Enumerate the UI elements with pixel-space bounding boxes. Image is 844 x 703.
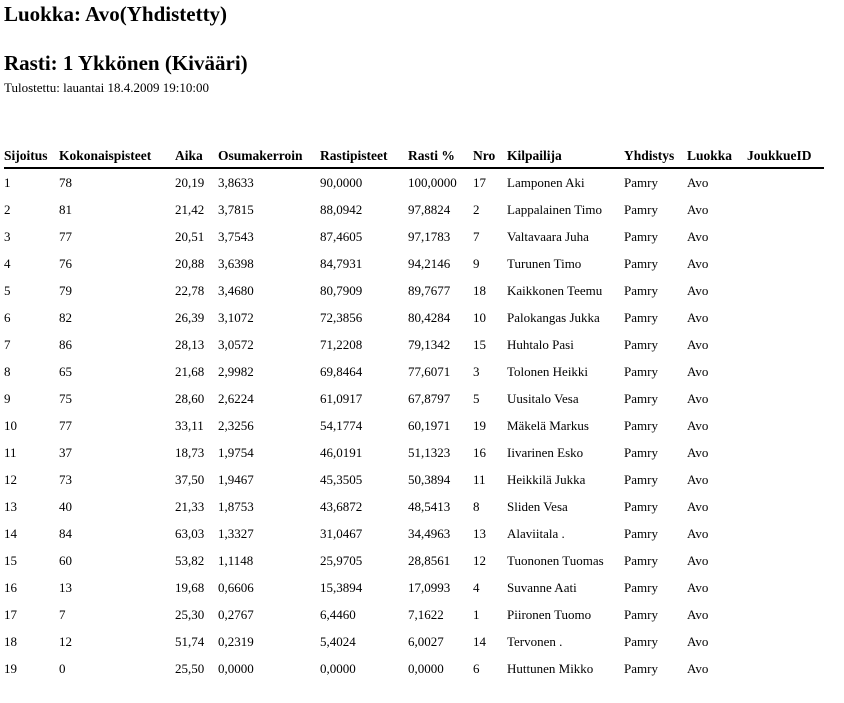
table-cell: Avo bbox=[687, 660, 709, 676]
table-cell: Pamry bbox=[624, 309, 658, 325]
table-cell: 3,8633 bbox=[218, 174, 254, 190]
column-header: Kilpailija bbox=[507, 147, 624, 169]
table-cell: 4 bbox=[473, 579, 480, 595]
table-cell: Huttunen Mikko bbox=[507, 660, 594, 676]
table-cell: 84,7931 bbox=[320, 255, 363, 271]
column-header: Rasti % bbox=[408, 147, 473, 169]
table-cell: 3 bbox=[473, 363, 480, 379]
table-cell: Uusitalo Vesa bbox=[507, 390, 579, 406]
table-cell: 14 bbox=[4, 525, 17, 541]
table-cell: 3 bbox=[4, 228, 11, 244]
table-cell: Tervonen . bbox=[507, 633, 563, 649]
table-cell: 19 bbox=[4, 660, 17, 676]
table-cell: 22,78 bbox=[175, 282, 205, 298]
table-cell: 3,0572 bbox=[218, 336, 254, 352]
table-row bbox=[4, 628, 824, 655]
table-cell: Avo bbox=[687, 390, 709, 406]
table-cell bbox=[747, 304, 824, 331]
table-cell: 1,9754 bbox=[218, 444, 254, 460]
table-cell: 2 bbox=[4, 201, 11, 217]
table-cell: 26,39 bbox=[175, 309, 205, 325]
table-cell: 17 bbox=[473, 174, 486, 190]
table-row bbox=[4, 169, 824, 196]
table-cell: Iivarinen Esko bbox=[507, 444, 584, 460]
table-cell: 97,8824 bbox=[408, 201, 451, 217]
table-cell: 77 bbox=[59, 228, 72, 244]
table-cell: Tuononen Tuomas bbox=[507, 552, 604, 568]
table-cell: Avo bbox=[687, 471, 709, 487]
table-cell: 2,9982 bbox=[218, 363, 254, 379]
table-cell: 45,3505 bbox=[320, 471, 363, 487]
table-cell: 79,1342 bbox=[408, 336, 451, 352]
table-cell: Suvanne Aati bbox=[507, 579, 577, 595]
column-header: Aika bbox=[175, 147, 218, 169]
table-cell: 1,9467 bbox=[218, 471, 254, 487]
table-cell: Avo bbox=[687, 552, 709, 568]
table-cell: 61,0917 bbox=[320, 390, 363, 406]
table-cell: Pamry bbox=[624, 417, 658, 433]
table-row bbox=[4, 601, 824, 628]
table-cell: 79 bbox=[59, 282, 72, 298]
table-row bbox=[4, 466, 824, 493]
table-cell: 1,1148 bbox=[218, 552, 254, 568]
table-cell: 87,4605 bbox=[320, 228, 363, 244]
table-cell: 12 bbox=[473, 552, 486, 568]
table-cell: 19 bbox=[473, 417, 486, 433]
table-cell: 0,6606 bbox=[218, 579, 254, 595]
table-cell: 81 bbox=[59, 201, 72, 217]
table-cell: Pamry bbox=[624, 660, 658, 676]
table-cell: 20,88 bbox=[175, 255, 205, 271]
table-cell bbox=[747, 358, 824, 385]
table-cell: 1,8753 bbox=[218, 498, 254, 514]
table-cell: Mäkelä Markus bbox=[507, 417, 589, 433]
table-cell: 71,2208 bbox=[320, 336, 363, 352]
table-cell: 6,0027 bbox=[408, 633, 444, 649]
table-cell: 0,0000 bbox=[320, 660, 356, 676]
table-cell: Alaviitala . bbox=[507, 525, 565, 541]
table-cell: 2,6224 bbox=[218, 390, 254, 406]
table-cell: Pamry bbox=[624, 336, 658, 352]
table-cell bbox=[747, 412, 824, 439]
table-cell: 28,13 bbox=[175, 336, 205, 352]
table-cell bbox=[747, 493, 824, 520]
table-cell: 5 bbox=[4, 282, 11, 298]
table-cell bbox=[747, 439, 824, 466]
table-cell: 53,82 bbox=[175, 552, 205, 568]
table-cell: 46,0191 bbox=[320, 444, 363, 460]
table-cell: 65 bbox=[59, 363, 72, 379]
column-header: Yhdistys bbox=[624, 147, 687, 169]
table-row bbox=[4, 358, 824, 385]
table-row bbox=[4, 655, 824, 682]
table-cell: 7,1622 bbox=[408, 606, 444, 622]
table-cell: 89,7677 bbox=[408, 282, 451, 298]
table-cell: 69,8464 bbox=[320, 363, 363, 379]
station-title: Rasti: 1 Ykkönen (Kivääri) bbox=[4, 51, 248, 75]
table-cell: Pamry bbox=[624, 282, 658, 298]
table-cell: 75 bbox=[59, 390, 72, 406]
table-cell: 8 bbox=[473, 498, 480, 514]
table-cell: 16 bbox=[473, 444, 486, 460]
table-cell: Palokangas Jukka bbox=[507, 309, 600, 325]
column-header: Kokonaispisteet bbox=[59, 147, 175, 169]
table-cell: 1 bbox=[4, 174, 11, 190]
table-cell: Avo bbox=[687, 201, 709, 217]
table-cell: 14 bbox=[473, 633, 486, 649]
table-cell: Pamry bbox=[624, 552, 658, 568]
table-cell: Avo bbox=[687, 363, 709, 379]
table-cell bbox=[747, 196, 824, 223]
table-cell: 3,7815 bbox=[218, 201, 254, 217]
table-cell: Pamry bbox=[624, 174, 658, 190]
table-cell: 10 bbox=[4, 417, 17, 433]
table-row bbox=[4, 439, 824, 466]
table-row bbox=[4, 277, 824, 304]
table-cell: 3,7543 bbox=[218, 228, 254, 244]
table-cell bbox=[747, 655, 824, 682]
table-cell bbox=[747, 169, 824, 196]
table-cell: Pamry bbox=[624, 633, 658, 649]
table-cell: 37,50 bbox=[175, 471, 205, 487]
table-cell: 82 bbox=[59, 309, 72, 325]
printed-timestamp: Tulostettu: lauantai 18.4.2009 19:10:00 bbox=[4, 80, 209, 95]
table-row bbox=[4, 331, 824, 358]
table-cell: Avo bbox=[687, 525, 709, 541]
table-cell: Avo bbox=[687, 336, 709, 352]
table-cell: 9 bbox=[473, 255, 480, 271]
table-cell: 100,0000 bbox=[408, 174, 457, 190]
table-cell: 18,73 bbox=[175, 444, 205, 460]
table-cell: 63,03 bbox=[175, 525, 205, 541]
table-cell: 4 bbox=[4, 255, 11, 271]
table-cell: 48,5413 bbox=[408, 498, 451, 514]
table-cell: 80,4284 bbox=[408, 309, 451, 325]
table-cell: 31,0467 bbox=[320, 525, 363, 541]
table-cell: Piironen Tuomo bbox=[507, 606, 592, 622]
table-cell: 21,68 bbox=[175, 363, 205, 379]
table-row bbox=[4, 223, 824, 250]
table-cell: 72,3856 bbox=[320, 309, 363, 325]
table-cell: Pamry bbox=[624, 606, 658, 622]
results-table-header bbox=[4, 147, 824, 169]
class-title: Luokka: Avo(Yhdistetty) bbox=[4, 2, 228, 26]
table-row bbox=[4, 250, 824, 277]
table-row bbox=[4, 412, 824, 439]
table-cell: 15,3894 bbox=[320, 579, 363, 595]
table-cell: 12 bbox=[59, 633, 72, 649]
table-cell: 51,74 bbox=[175, 633, 205, 649]
table-cell: 37 bbox=[59, 444, 72, 460]
table-cell bbox=[747, 331, 824, 358]
table-cell: 17,0993 bbox=[408, 579, 451, 595]
table-cell: Pamry bbox=[624, 444, 658, 460]
table-cell: Avo bbox=[687, 309, 709, 325]
table-cell bbox=[747, 520, 824, 547]
table-cell: 78 bbox=[59, 174, 72, 190]
table-cell: Lappalainen Timo bbox=[507, 201, 602, 217]
table-cell: 5,4024 bbox=[320, 633, 356, 649]
table-cell: 28,60 bbox=[175, 390, 205, 406]
table-cell: Pamry bbox=[624, 363, 658, 379]
table-cell: 94,2146 bbox=[408, 255, 451, 271]
table-cell: 7 bbox=[473, 228, 480, 244]
table-cell bbox=[747, 547, 824, 574]
table-cell: Avo bbox=[687, 174, 709, 190]
header-row bbox=[4, 147, 824, 169]
table-cell: 88,0942 bbox=[320, 201, 363, 217]
table-cell: 0,2767 bbox=[218, 606, 254, 622]
table-cell: 60 bbox=[59, 552, 72, 568]
table-cell: 80,7909 bbox=[320, 282, 363, 298]
table-cell: 3,1072 bbox=[218, 309, 254, 325]
table-cell: 2,3256 bbox=[218, 417, 254, 433]
column-header: JoukkueID bbox=[747, 147, 824, 169]
table-cell: Avo bbox=[687, 228, 709, 244]
table-cell: Pamry bbox=[624, 255, 658, 271]
table-cell: Pamry bbox=[624, 228, 658, 244]
table-cell: Avo bbox=[687, 282, 709, 298]
table-cell: 40 bbox=[59, 498, 72, 514]
table-cell: 9 bbox=[4, 390, 11, 406]
table-cell: 15 bbox=[4, 552, 17, 568]
table-cell: 17 bbox=[4, 606, 17, 622]
table-cell: 21,42 bbox=[175, 201, 205, 217]
table-cell: 11 bbox=[4, 444, 17, 460]
table-cell bbox=[747, 601, 824, 628]
table-cell: 34,4963 bbox=[408, 525, 451, 541]
table-cell: 13 bbox=[4, 498, 17, 514]
table-cell: 28,8561 bbox=[408, 552, 451, 568]
table-cell bbox=[747, 574, 824, 601]
table-cell: Pamry bbox=[624, 201, 658, 217]
table-cell: 76 bbox=[59, 255, 72, 271]
table-cell: Kaikkonen Teemu bbox=[507, 282, 603, 298]
table-cell: 6,4460 bbox=[320, 606, 356, 622]
table-cell: 33,11 bbox=[175, 417, 204, 433]
table-cell: Avo bbox=[687, 444, 709, 460]
table-cell: Pamry bbox=[624, 390, 658, 406]
table-cell: Turunen Timo bbox=[507, 255, 582, 271]
table-cell: Avo bbox=[687, 417, 709, 433]
table-cell: 86 bbox=[59, 336, 72, 352]
table-cell: 6 bbox=[473, 660, 480, 676]
results-table-body bbox=[4, 169, 824, 682]
table-cell: 16 bbox=[4, 579, 17, 595]
table-cell: Tolonen Heikki bbox=[507, 363, 589, 379]
table-cell: 13 bbox=[473, 525, 486, 541]
column-header: Rastipisteet bbox=[320, 147, 408, 169]
table-cell: Valtavaara Juha bbox=[507, 228, 589, 244]
table-cell: 2 bbox=[473, 201, 480, 217]
table-cell: 6 bbox=[4, 309, 11, 325]
table-cell: 25,9705 bbox=[320, 552, 363, 568]
table-cell: Avo bbox=[687, 498, 709, 514]
table-cell: 1,3327 bbox=[218, 525, 254, 541]
table-cell: Heikkilä Jukka bbox=[507, 471, 586, 487]
table-cell bbox=[747, 277, 824, 304]
table-cell bbox=[747, 223, 824, 250]
table-cell: 5 bbox=[473, 390, 480, 406]
table-cell: 73 bbox=[59, 471, 72, 487]
table-cell: 0,0000 bbox=[218, 660, 254, 676]
table-cell: 51,1323 bbox=[408, 444, 451, 460]
table-cell: 15 bbox=[473, 336, 486, 352]
table-cell: Sliden Vesa bbox=[507, 498, 568, 514]
column-header: Luokka bbox=[687, 147, 747, 169]
table-cell: 13 bbox=[59, 579, 72, 595]
table-cell bbox=[747, 628, 824, 655]
table-row bbox=[4, 493, 824, 520]
table-cell: 90,0000 bbox=[320, 174, 363, 190]
table-cell: 19,68 bbox=[175, 579, 205, 595]
table-cell: 3,4680 bbox=[218, 282, 254, 298]
table-cell: 20,19 bbox=[175, 174, 205, 190]
column-header: Nro bbox=[473, 147, 507, 169]
table-cell: Pamry bbox=[624, 498, 658, 514]
table-cell: 21,33 bbox=[175, 498, 205, 514]
table-cell: 10 bbox=[473, 309, 486, 325]
table-cell: 11 bbox=[473, 471, 486, 487]
table-cell: 0,0000 bbox=[408, 660, 444, 676]
table-cell: 20,51 bbox=[175, 228, 205, 244]
table-row bbox=[4, 304, 824, 331]
table-cell: Pamry bbox=[624, 471, 658, 487]
table-cell: 60,1971 bbox=[408, 417, 451, 433]
table-cell bbox=[747, 250, 824, 277]
table-row bbox=[4, 520, 824, 547]
table-cell: 25,50 bbox=[175, 660, 205, 676]
table-cell: 8 bbox=[4, 363, 11, 379]
table-cell: 0 bbox=[59, 660, 66, 676]
table-cell: 67,8797 bbox=[408, 390, 451, 406]
table-cell: 25,30 bbox=[175, 606, 205, 622]
table-cell: 43,6872 bbox=[320, 498, 363, 514]
column-header: Osumakerroin bbox=[218, 147, 320, 169]
table-cell: 7 bbox=[4, 336, 11, 352]
table-row bbox=[4, 196, 824, 223]
table-cell: Huhtalo Pasi bbox=[507, 336, 574, 352]
table-row bbox=[4, 385, 824, 412]
table-cell: Avo bbox=[687, 255, 709, 271]
table-cell: Avo bbox=[687, 579, 709, 595]
table-cell: 18 bbox=[473, 282, 486, 298]
table-cell: 1 bbox=[473, 606, 480, 622]
table-cell bbox=[747, 466, 824, 493]
table-cell: 97,1783 bbox=[408, 228, 451, 244]
table-cell: Lamponen Aki bbox=[507, 174, 585, 190]
table-cell: 12 bbox=[4, 471, 17, 487]
table-cell: 0,2319 bbox=[218, 633, 254, 649]
table-row bbox=[4, 574, 824, 601]
table-cell: 54,1774 bbox=[320, 417, 363, 433]
table-cell: 84 bbox=[59, 525, 72, 541]
table-cell: 77 bbox=[59, 417, 72, 433]
table-cell bbox=[747, 385, 824, 412]
table-cell: 7 bbox=[59, 606, 66, 622]
table-cell: 77,6071 bbox=[408, 363, 451, 379]
table-cell: 50,3894 bbox=[408, 471, 451, 487]
table-cell: 3,6398 bbox=[218, 255, 254, 271]
results-table bbox=[4, 147, 824, 682]
table-cell: Pamry bbox=[624, 579, 658, 595]
column-header: Sijoitus bbox=[4, 147, 59, 169]
table-cell: Pamry bbox=[624, 525, 658, 541]
table-cell: 18 bbox=[4, 633, 17, 649]
table-row bbox=[4, 547, 824, 574]
table-cell: Avo bbox=[687, 606, 709, 622]
table-cell: Avo bbox=[687, 633, 709, 649]
